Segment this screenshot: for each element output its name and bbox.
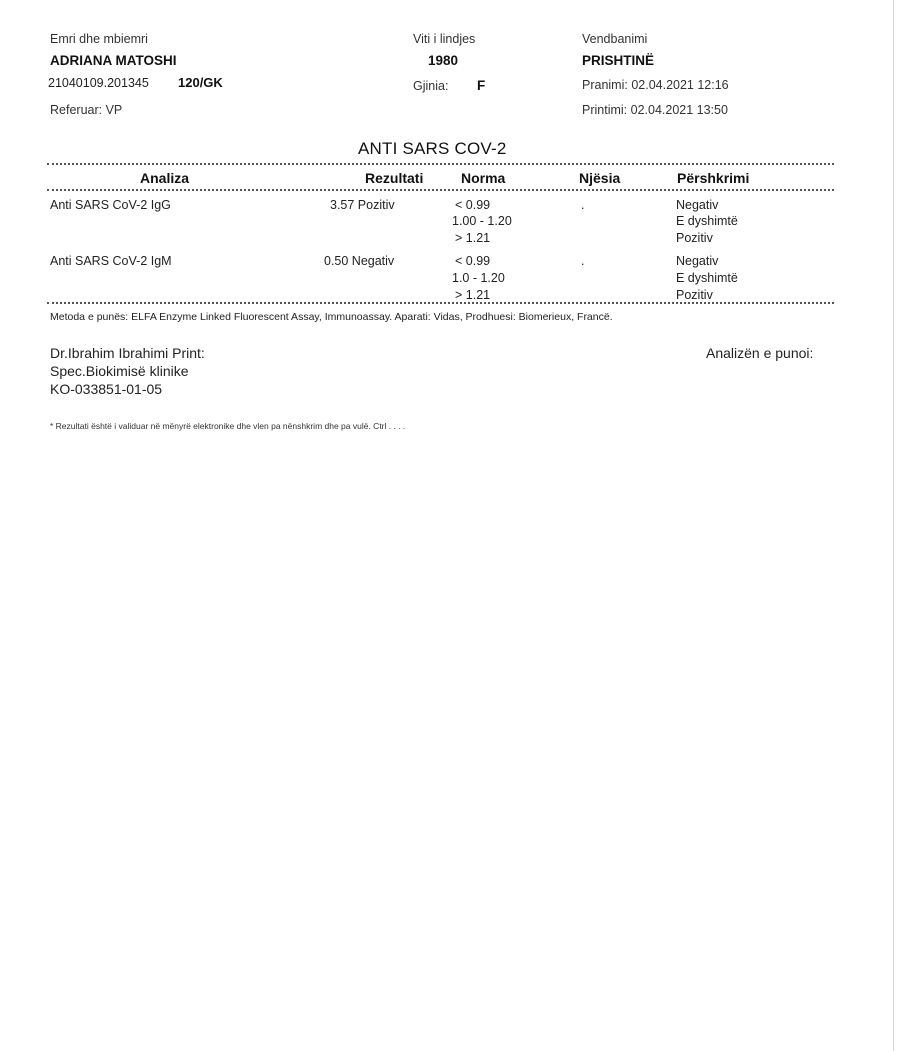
row-norm-mid: 1.00 - 1.20 [452,214,512,228]
row-unit: . [581,198,585,212]
patient-name: ADRIANA MATOSHI [50,53,177,68]
validation-footnote: * Rezultati është i validuar në mënyrë elektronike dhe vlen pa nënshkrim dhe pa vulë. Ctrl . . . . [50,421,406,431]
residence-label: Vendbanimi [582,32,648,46]
doctor-name: Dr.Ibrahim Ibrahimi Print: [50,345,205,361]
table-bottom-rule [47,302,834,304]
row-desc-negative: Negativ [676,254,719,268]
method-note: Metoda e punës: ELFA Enzyme Linked Fluorescent Assay, Immunoassay. Aparati: Vidas, Prodhuesi: Biomerieux, Francë. [50,311,613,323]
col-header-description: Përshkrimi [677,170,750,186]
doctor-license: KO-033851-01-05 [50,381,163,397]
table-top-rule [47,163,834,165]
row-unit: . [581,254,585,268]
row-norm-low: < 0.99 [455,254,491,268]
row-desc-negative: Negativ [676,198,719,212]
report-title: ANTI SARS COV-2 [358,139,507,158]
col-header-analysis: Analiza [140,170,190,186]
residence-value: PRISHTINË [582,53,655,68]
row-analysis: Anti SARS CoV-2 IgG [50,198,171,212]
patient-code2: 120/GK [178,75,223,90]
row-norm-mid: 1.0 - 1.20 [452,271,505,285]
col-header-result: Rezultati [365,170,424,186]
col-header-norm: Norma [461,170,506,186]
table-header-rule [47,189,834,191]
name-label: Emri dhe mbiemri [50,32,148,46]
row-desc-positive: Pozitiv [676,288,713,302]
row-desc-doubtful: E dyshimtë [676,214,738,228]
referred-text: Referuar: VP [50,103,123,117]
row-analysis: Anti SARS CoV-2 IgM [50,254,172,268]
row-norm-high: > 1.21 [455,231,491,245]
birth-year: 1980 [428,53,459,68]
doctor-specialty: Spec.Biokimisë klinike [50,363,189,379]
received-datetime: Pranimi: 02.04.2021 12:16 [582,78,729,92]
row-result: 3.57 Pozitiv [330,198,395,212]
row-norm-high: > 1.21 [455,288,491,302]
col-header-unit: Njësia [579,170,621,186]
row-norm-low: < 0.99 [455,198,491,212]
gender-value: F [477,78,486,93]
page-edge [893,0,894,1051]
birth-label: Viti i lindjes [413,32,476,46]
row-desc-doubtful: E dyshimtë [676,271,738,285]
row-desc-positive: Pozitiv [676,231,713,245]
row-result: 0.50 Negativ [324,254,395,268]
printed-datetime: Printimi: 02.04.2021 13:50 [582,103,728,117]
performed-by-label: Analizën e punoi: [706,345,814,361]
gender-label: Gjinia: [413,79,449,93]
patient-id-code: 21040109.201345 [48,76,149,90]
